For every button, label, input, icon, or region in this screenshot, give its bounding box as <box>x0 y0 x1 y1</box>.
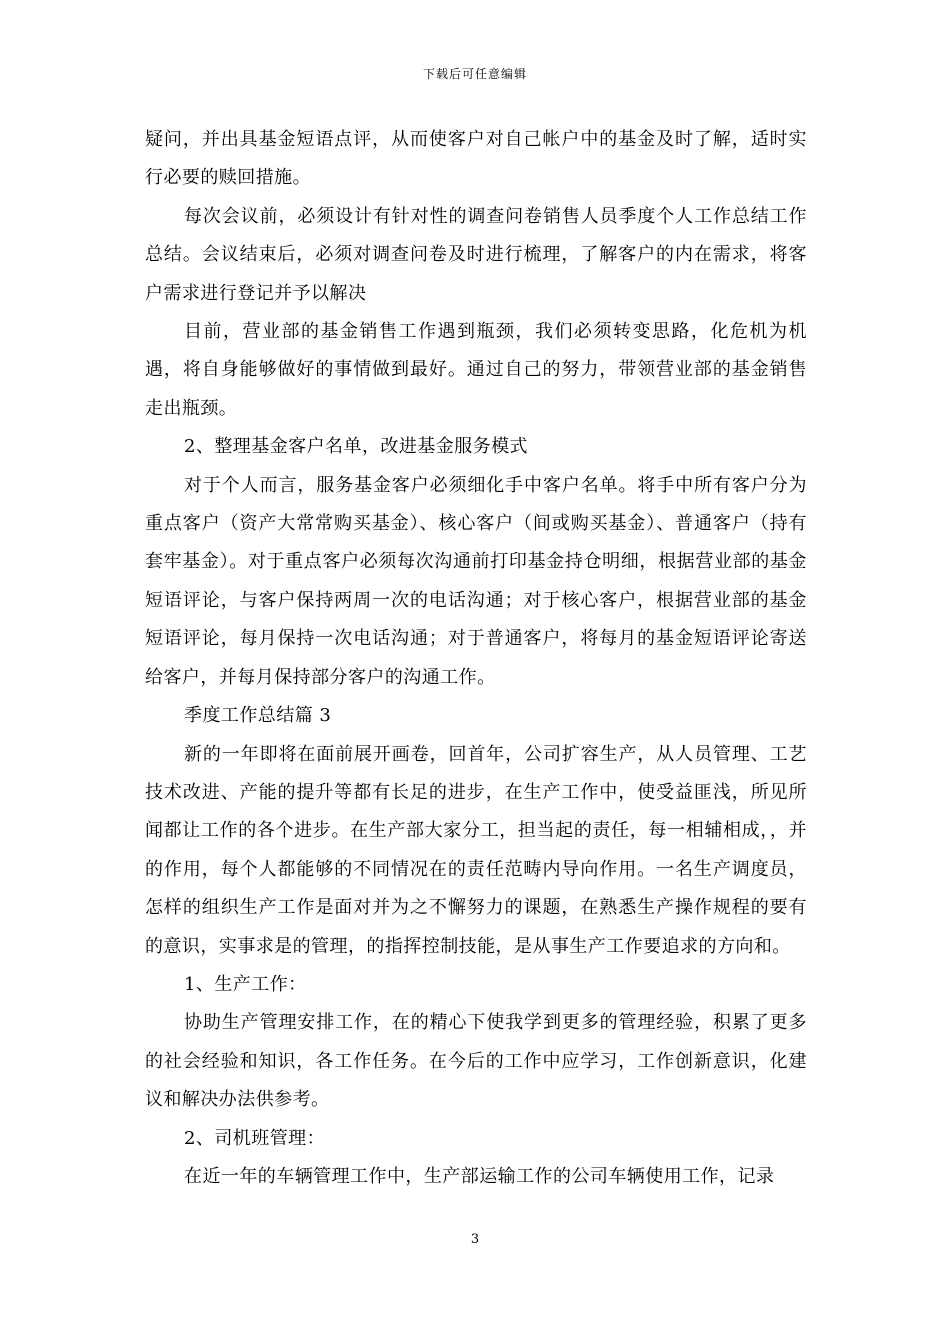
section-heading-driver: 2、司机班管理： <box>184 1127 326 1149</box>
paragraph-3: 目前，营业部的基金销售工作遇到瓶颈，我们必须转变思路，化危机为机遇，将自身能够做好的事情做到最好。通过自己的努力，带领营业部的基金销售走出瓶颈。 <box>145 321 807 419</box>
paragraph-2: 每次会议前，必须设计有针对性的调查问卷销售人员季度个人工作总结工作总结。会议结束后，必须对调查问卷及时进行梳理，了解客户的内在需求，将客户需求进行登记并予以解决 <box>145 205 807 304</box>
section-heading-2: 2、整理基金客户名单，改进基金服务模式 <box>184 436 529 458</box>
paragraph-7: 在近一年的车辆管理工作中，生产部运输工作的公司车辆使用工作，记录 <box>184 1165 775 1187</box>
page-header: 下载后可任意编辑 <box>422 67 527 81</box>
paragraph-5: 新的一年即将在面前展开画卷，回首年，公司扩容生产，从人员管理、工艺技术改进、产能的提升等都有长足的进步，在生产工作中，使受益匪浅，所见所闻都让工作的各个进步。在生产部大家分工，担当起的责任，每一相辅相成，，并的作用，每个人都能够的不同情况在的责任范畴内导向作用。一名生产调度员，怎样的组织生产工作是面对并为之不懈努力的课题，在熟悉生产操作规程的要有的意识，实事求是的管理，的指挥控制技能，是从事生产工作要追求的方向和。 <box>145 743 807 957</box>
page-number: 3 <box>470 1232 480 1247</box>
article-title-3: 季度工作总结篇 3 <box>184 705 332 727</box>
paragraph-4: 对于个人而言，服务基金客户必须细化手中客户名单。将手中所有客户分为重点客户（资产大常常购买基金）、核心客户（间或购买基金）、普通客户（持有套牢基金）。对于重点客户必须每次沟通前打印基金持仓明细，根据营业部的基金短语评论，与客户保持两周一次的电话沟通；对于核心客户，根据营业部的基金短语评论，每月保持一次电话沟通；对于普通客户，将每月的基金短语评论寄送给客户，并每月保持部分客户的沟通工作。 <box>145 474 807 688</box>
paragraph-6: 协助生产管理安排工作，在的精心下使我学到更多的管理经验，积累了更多的社会经验和知识，各工作任务。在今后的工作中应学习，工作创新意识，化建议和解决办法供参考。 <box>145 1012 807 1111</box>
section-heading-production: 1、生产工作： <box>184 973 307 995</box>
paragraph-1: 疑问，并出具基金短语点评，从而使客户对自己帐户中的基金及时了解，适时实行必要的赎回措施。 <box>145 129 807 189</box>
document-body <box>145 121 807 1196</box>
